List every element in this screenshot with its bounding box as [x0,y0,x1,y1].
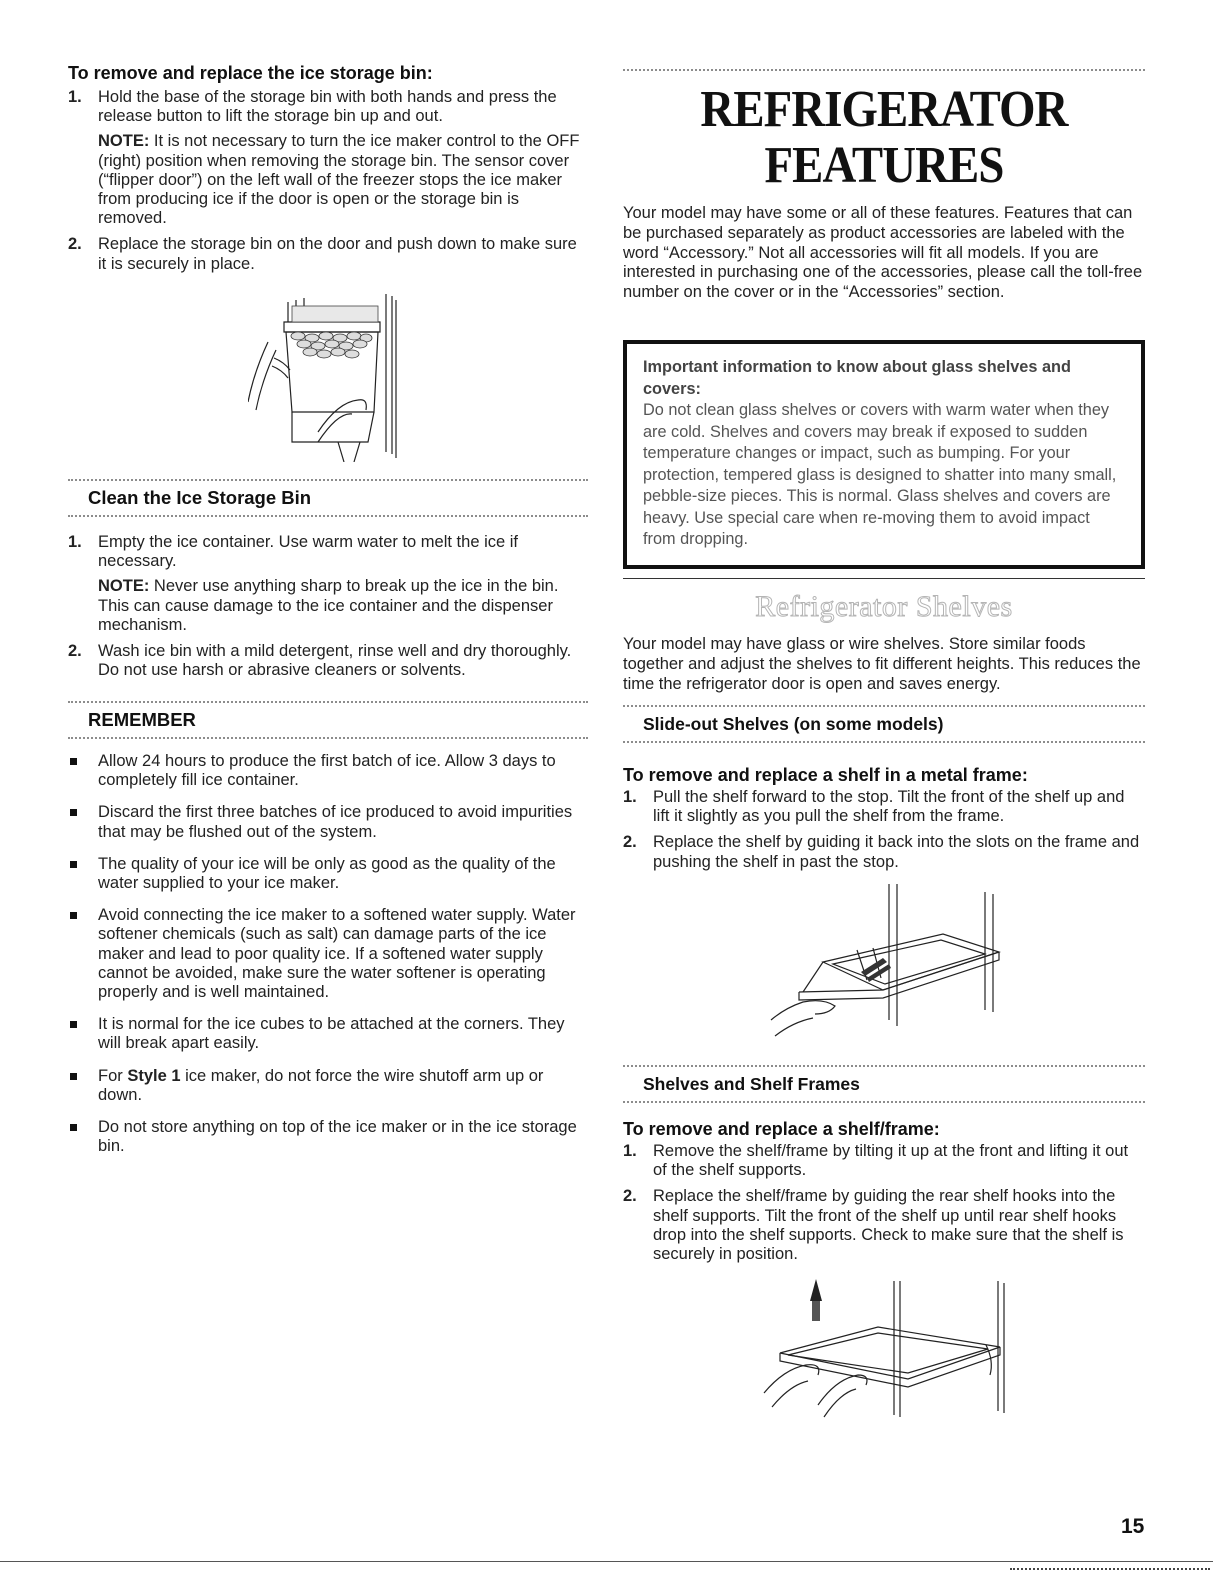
shelf-frame-steps [623,1142,1145,1264]
bullet-text-pre: For [98,1066,128,1085]
shelf-frame-section [623,1118,1145,1271]
bullet-text: Avoid connecting the ice maker to a softened water supply. Water softener chemicals (such as salt) can damage parts of the ice maker and lead to poor quality ice. If a softened water supply cannot be avoided, make sure the water softener is operating properly and is well maintained. [98,906,576,1002]
bullet-text-post: ice maker, do not force the wire shutoff arm up or down. [98,1066,544,1104]
bullet-icon [70,758,77,765]
list-item [68,1118,588,1156]
list-item [68,88,588,228]
clean-section-band [68,479,588,517]
footer-rule [0,1561,1213,1562]
step-number: 1. [623,788,637,806]
bullet-icon [70,1124,77,1131]
shelves-section-title: Refrigerator Shelves [755,590,1013,623]
ice-bin-heading: To remove and replace the ice storage bin: [68,63,433,83]
list-item [68,752,588,790]
list-item [623,788,1145,826]
divider [623,741,1145,743]
list-item [623,1187,1145,1264]
note-label: NOTE: [98,132,150,151]
divider [68,515,588,517]
metal-frame-heading: To remove and replace a shelf in a metal frame: [623,765,1028,785]
slide-out-shelf-illustration [763,880,1013,1050]
list-item [68,235,588,273]
clean-steps [68,533,588,687]
metal-frame-steps [623,788,1145,872]
bullet-text: Discard the first three batches of ice produced to avoid impurities that may be flushed out of the system. [98,803,573,841]
step-text: Pull the shelf forward to the stop. Tilt the front of the shelf up and lift it slightly as you pull the shelf from the frame. [653,788,1125,826]
slide-out-title: Slide-out Shelves (on some models) [643,714,944,734]
note [98,577,588,635]
list-item [623,833,1145,871]
page-title [623,81,1145,194]
clean-section-title: Clean the Ice Storage Bin [88,487,312,508]
page-title-line1: REFRIGERATOR [700,81,1068,138]
ice-bin-steps [68,88,588,274]
bullet-text-bold: Style 1 [127,1066,181,1085]
step-text: Replace the shelf by guiding it back into the slots on the frame and pushing the shelf in past the stop. [653,833,1140,871]
step-text: Empty the ice container. Use warm water to melt the ice if necessary. [98,533,519,571]
bullet-text: The quality of your ice will be only as good as the quality of the water supplied to your ice maker. [98,854,556,893]
page-number: 15 [1121,1515,1145,1538]
divider [623,578,1145,579]
step-number: 2. [68,642,82,661]
list-item [68,855,588,893]
step-number: 1. [623,1142,637,1160]
metal-frame-section [623,764,1145,879]
step-text: Hold the base of the storage bin with both hands and press the release button to lift the storage bin up and out. [98,88,557,126]
shelves-intro: Your model may have glass or wire shelves. Store similar foods together and adjust the shelves to fit different heights. This reduces the time the refrigerator door is open and saves energy. [623,635,1141,693]
ice-bin-illustration [248,292,408,462]
step-number: 2. [623,833,637,852]
note-text: Never use anything sharp to break up the ice in the bin. This can cause damage to the ice container and the dispenser mechanism. [98,577,559,634]
step-number: 2. [68,235,82,254]
remember-list [68,752,588,1169]
shelf-frames-title: Shelves and Shelf Frames [643,1074,860,1094]
intro-paragraph: Your model may have some or all of these features. Features that can be purchased separately as product accessories are labeled with the word “Accessory.” Not all accessories will fit all models. If you are interested in purchasing one of the accessories, please call the toll-free number on the cover or in the “Accessories” section. [623,204,1143,302]
list-item [68,533,588,635]
remember-band [68,701,588,739]
remember-title: REMEMBER [88,709,196,730]
divider [68,737,588,739]
note-label: NOTE: [98,577,150,596]
glass-warning-box [623,340,1145,569]
bullet-icon [70,1073,77,1080]
bullet-icon [70,809,77,816]
note [98,132,588,228]
shelf-frames-band [623,1065,1145,1103]
list-item [68,1015,588,1053]
page-title-line2: FEATURES [764,137,1004,194]
step-number: 1. [68,88,82,106]
list-item [68,1067,588,1105]
note-text: It is not necessary to turn the ice maker control to the OFF (right) position when removing the storage bin. The sensor cover (“flipper door”) on the left wall of the freezer stops the ice maker from producing ice if the door is open or the storage bin is removed. [98,132,580,228]
step-text: Replace the storage bin on the door and push down to make sure it is securely in place. [98,235,577,273]
divider [623,1101,1145,1103]
bullet-icon [70,1021,77,1028]
bullet-text: Allow 24 hours to produce the first batch of ice. Allow 3 days to completely fill ice container. [98,752,556,790]
top-divider [623,69,1145,71]
list-item [623,1142,1145,1180]
bullet-icon [70,912,77,919]
list-item [68,642,588,680]
bullet-text: It is normal for the ice cubes to be attached at the corners. They will break apart easily. [98,1015,565,1053]
shelf-frame-illustration [758,1275,1018,1420]
shelf-frame-heading: To remove and replace a shelf/frame: [623,1119,940,1139]
bullet-text: Do not store anything on top of the ice maker or in the ice storage bin. [98,1118,577,1156]
list-item [68,803,588,841]
bullet-icon [70,861,77,868]
ice-bin-section [68,62,588,281]
step-number: 1. [68,533,82,551]
step-number: 2. [623,1187,637,1206]
footer-dots [1010,1568,1210,1570]
warning-title: Important information to know about glass shelves and covers: [643,358,1071,398]
step-text: Remove the shelf/frame by tilting it up at the front and lifting it out of the shelf supports. [653,1142,1129,1180]
warning-text: Do not clean glass shelves or covers with warm water when they are cold. Shelves and covers may break if exposed to sudden temperature changes or impact, such as bumping. For your protection, tempered glass is designed to shatter into many small, pebble-size pieces. This is normal. Glass shelves and covers are heavy. Use special care when re-moving them to avoid impact from dropping. [643,401,1117,548]
step-text: Replace the shelf/frame by guiding the rear shelf hooks into the shelf supports. Tilt the front of the shelf up until rear shelf hooks drop into the shelf supports. Check to make sure that the shelf is securely in position. [653,1187,1124,1264]
list-item [68,906,588,1002]
slide-out-band [623,705,1145,743]
step-text: Wash ice bin with a mild detergent, rinse well and dry thoroughly. Do not use harsh or abrasive cleaners or solvents. [98,642,572,680]
